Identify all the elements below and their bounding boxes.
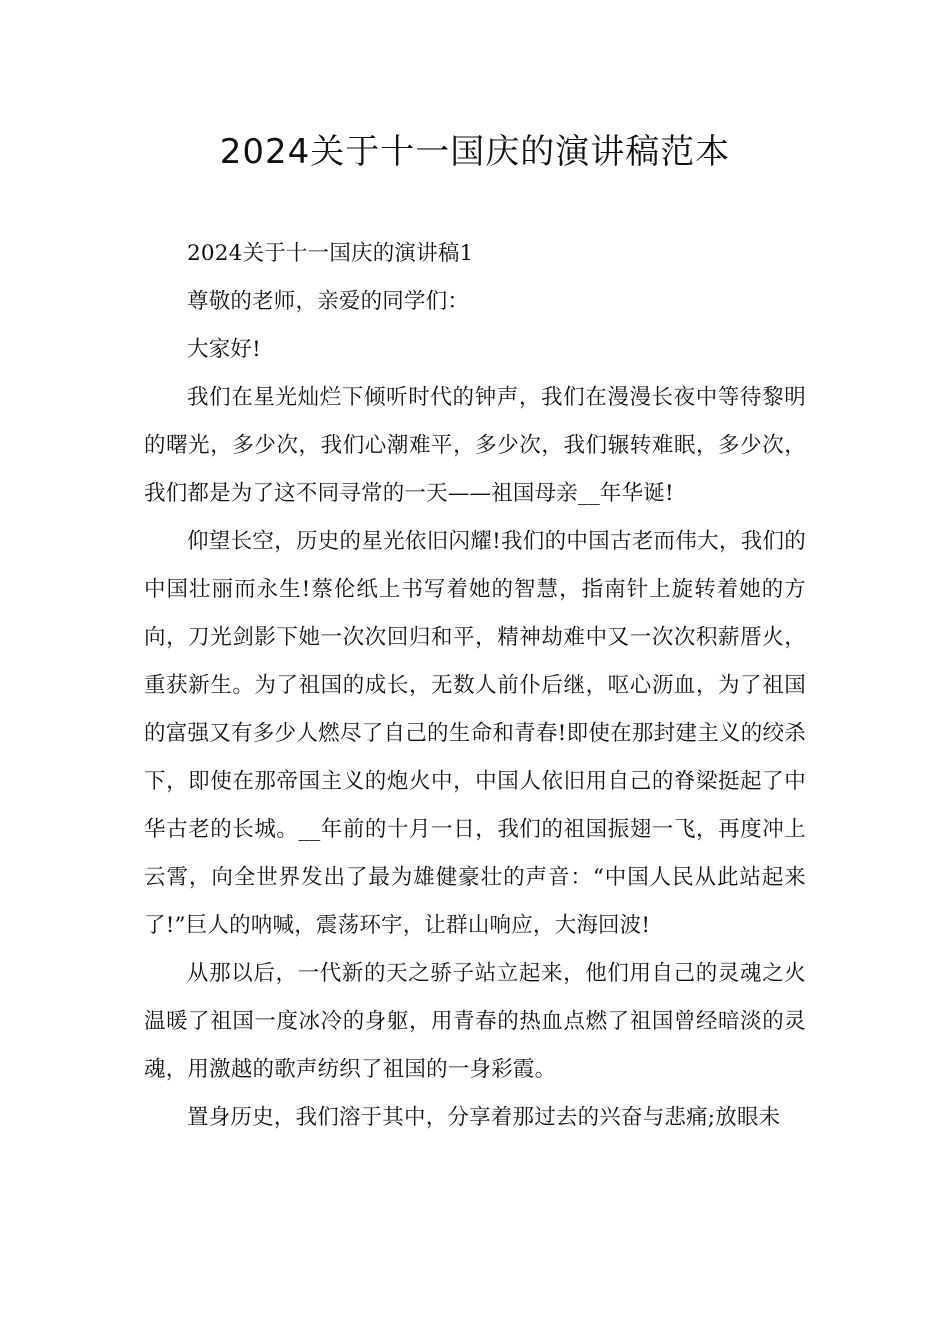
paragraph-4: 置身历史，我们溶于其中，分享着那过去的兴奋与悲痛;放眼未 (187, 1105, 781, 1130)
salutation: 尊敬的老师，亲爱的同学们： (187, 289, 470, 314)
paragraph-2: 仰望长空，历史的星光依旧闪耀!我们的中国古老而伟大，我们的中国壮丽而永生!蔡伦纸上书写着她的智慧，指南针上旋转着她的方向，刀光剑影下她一次次回归和平，精神劫难中又一次次积薪厝火，重获新生。为了祖国的成长，无数人前仆后继，呕心沥血，为了祖国的富强又有多少人燃尽了自己的生命和青春!即使在那封建主义的绞杀下，即使在那帝国主义的炮火中，中国人依旧用自己的脊梁挺起了中华古老的长城。__年前的十月一日，我们的祖国振翅一飞，再度冲上云霄，向全世界发出了最为雄健豪壮的声音：“中国人民从此站起来了!”巨人的呐喊，震荡环宇，让群山响应，大海回波! (144, 529, 806, 938)
greeting: 大家好! (187, 337, 261, 362)
section-heading: 2024关于十一国庆的演讲稿1 (187, 241, 474, 266)
paragraph-3: 从那以后，一代新的天之骄子站立起来，他们用自己的灵魂之火温暖了祖国一度冰冷的身躯，用青春的热血点燃了祖国曾经暗淡的灵魂，用激越的歌声纺织了祖国的一身彩霞。 (144, 961, 806, 1082)
paragraph-1: 我们在星光灿烂下倾听时代的钟声，我们在漫漫长夜中等待黎明的曙光，多少次，我们心潮难平，多少次，我们辗转难眠，多少次，我们都是为了这不同寻常的一天——祖国母亲__年华诞! (144, 385, 806, 506)
document-body (144, 230, 806, 1142)
document-title: 2024关于十一国庆的演讲稿范本 (219, 132, 731, 172)
